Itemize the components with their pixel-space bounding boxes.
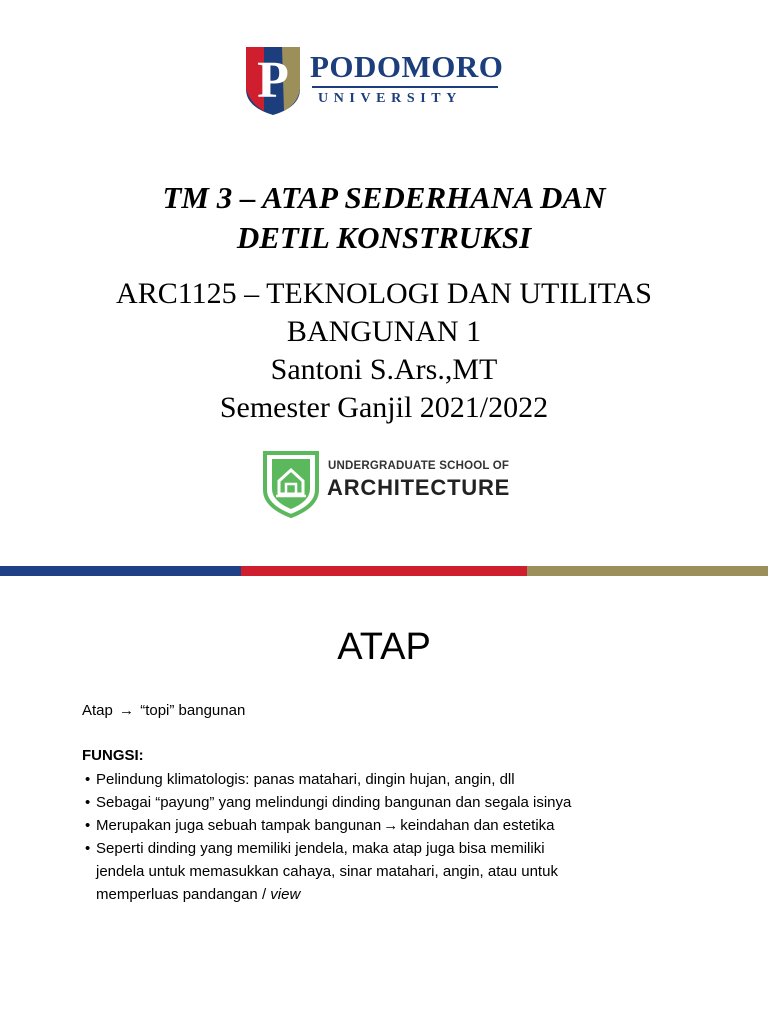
school-of-architecture-logo: [262, 450, 512, 520]
stripe-red: [241, 566, 527, 576]
podomoro-shield-icon: [244, 45, 302, 117]
bullet-text: Pelindung klimatologis: panas matahari, dingin hujan, angin, dll: [96, 771, 515, 788]
shield-letter: P: [257, 52, 289, 109]
logo-rule: [312, 86, 498, 88]
podomoro-wordmark: PODOMORO: [310, 49, 504, 84]
bullet-icon: •: [85, 771, 91, 788]
bullet-right: keindahan dan estetika: [400, 817, 555, 834]
bullet-icon: •: [85, 794, 91, 811]
color-stripe-divider: [0, 566, 768, 576]
house-shield-icon: [262, 450, 320, 518]
bullet-text: Sebagai “payung” yang melindungi dinding bangunan dan segala isinya: [96, 794, 572, 811]
fungsi-label: FUNGSI:: [82, 747, 144, 764]
bullet-text: [96, 814, 722, 837]
course-line-1: ARC1125 – TEKNOLOGI DAN UTILITAS: [116, 277, 652, 310]
semester: Semester Ganjil 2021/2022: [219, 391, 549, 424]
bullet-icon: •: [85, 817, 91, 834]
slide-subtitle: [0, 275, 768, 427]
bullet-left: Merupakan juga sebuah tampak bangunan: [96, 817, 382, 834]
fungsi-list: [82, 768, 722, 906]
stripe-gold: [527, 566, 768, 576]
bullet-line-3-text: memperluas pandangan /: [96, 886, 267, 903]
list-item: [82, 814, 722, 837]
intro-line: [82, 702, 245, 719]
bullet-line-2: jendela untuk memasukkan cahaya, sinar matahari, angin, atau untuk: [96, 863, 558, 880]
bullet-line-3: [96, 883, 722, 906]
bullet-icon: •: [85, 840, 91, 857]
bullet-text: [96, 837, 722, 906]
university-wordmark: UNIVERSITY: [318, 91, 462, 106]
right-arrow-icon: →: [119, 702, 135, 719]
content-slide: [0, 576, 768, 1024]
list-item: [82, 768, 722, 791]
lecturer-name: Santoni S.Ars.,MT: [270, 353, 498, 386]
stripe-blue: [0, 566, 241, 576]
title-line-2: DETIL KONSTRUKSI: [236, 220, 532, 255]
intro-left: Atap: [82, 702, 113, 719]
course-line-2: BANGUNAN 1: [286, 315, 482, 348]
right-arrow-icon: →: [383, 817, 399, 834]
view-italic: view: [270, 886, 301, 903]
intro-right: “topi” bangunan: [140, 702, 246, 719]
title-line-1: TM 3 – ATAP SEDERHANA DAN: [162, 180, 606, 215]
list-item: [82, 837, 722, 906]
slide-heading: ATAP: [337, 626, 431, 668]
podomoro-university-logo: [244, 45, 504, 120]
list-item: [82, 791, 722, 814]
school-line-1: UNDERGRADUATE SCHOOL OF: [328, 460, 510, 472]
slide-title: [0, 178, 768, 258]
bullet-line-1: Seperti dinding yang memiliki jendela, maka atap juga bisa memiliki: [96, 840, 545, 857]
school-line-2: ARCHITECTURE: [327, 475, 511, 500]
